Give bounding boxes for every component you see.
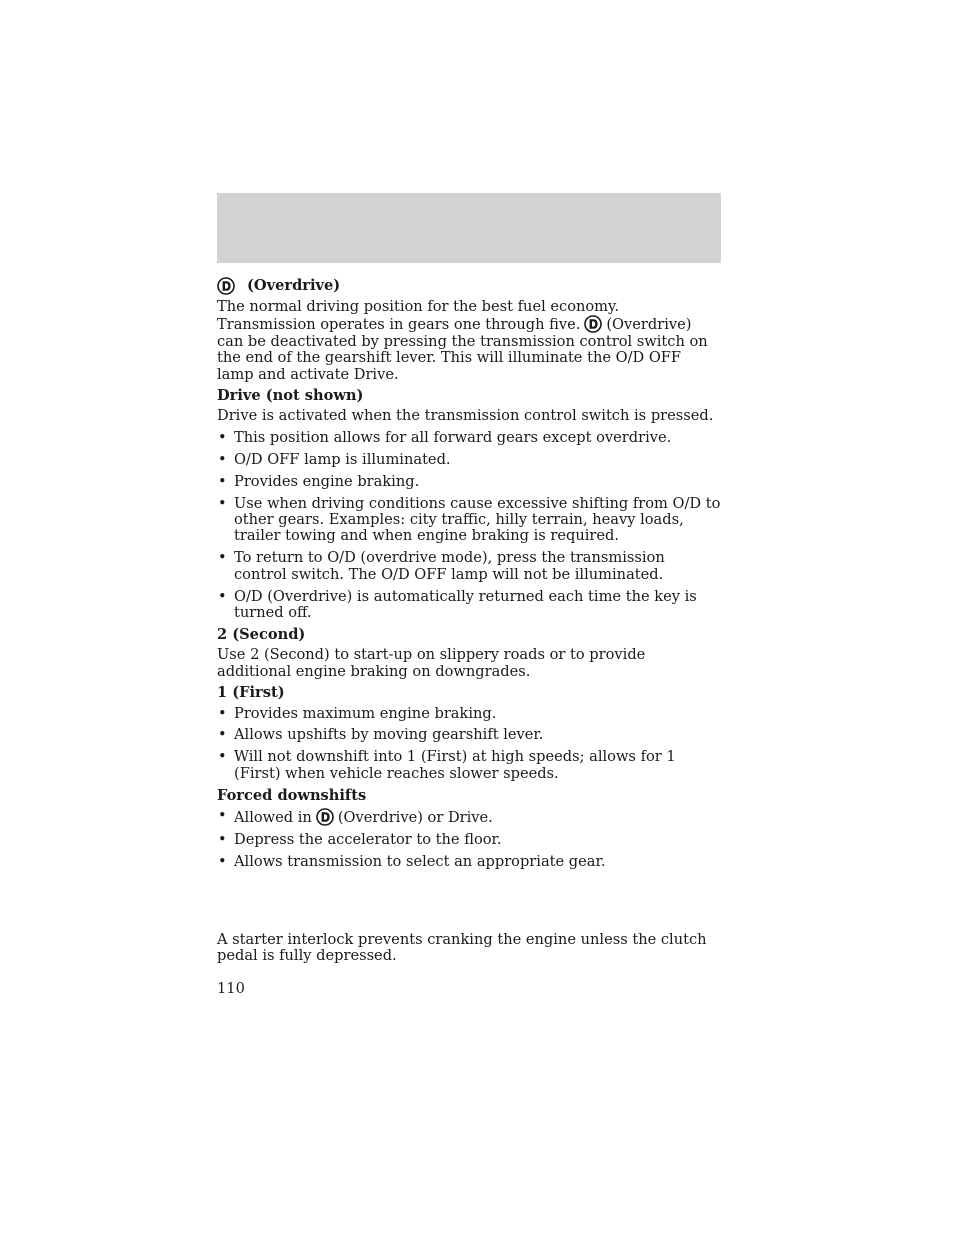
overdrive-d-icon <box>217 277 235 295</box>
list-item <box>217 550 721 583</box>
bullet-dot: • <box>218 494 227 512</box>
list-item <box>217 706 721 722</box>
forced-downshifts-heading: Forced downshifts <box>217 786 367 804</box>
drive-heading: Drive (not shown) <box>217 387 364 405</box>
bullet-dot: • <box>218 807 227 825</box>
list-item <box>217 832 721 848</box>
list-item-text-part1: Allowed in <box>234 809 312 827</box>
list-item-text: O/D (Overdrive) is automatically returned each time the key is turned off. <box>234 587 697 621</box>
list-item <box>217 854 721 870</box>
first-bullet-list <box>217 706 721 783</box>
list-item-text-part2: (Overdrive) or Drive. <box>337 809 493 827</box>
first-heading: 1 (First) <box>217 684 285 702</box>
drive-bullet-list <box>217 430 721 622</box>
list-item-text: Depress the accelerator to the floor. <box>234 830 502 848</box>
overdrive-d-icon <box>316 808 334 826</box>
list-item-text: Allows transmission to select an appropriate gear. <box>234 852 606 870</box>
list-item <box>217 474 721 490</box>
bullet-dot: • <box>218 704 227 722</box>
list-item <box>217 589 721 622</box>
bullet-dot: • <box>218 450 227 468</box>
bullet-dot: • <box>218 726 227 744</box>
list-item-text: Use when driving conditions cause excessive shifting from O/D to other gears. Examples: city traffic, hilly terrain, heavy loads, trailer towing and when engine braking is required. <box>234 494 721 545</box>
overdrive-paragraph <box>217 299 721 383</box>
list-item-text: Provides engine braking. <box>234 472 420 490</box>
list-item-text: This position allows for all forward gears except overdrive. <box>234 428 672 446</box>
list-item <box>217 452 721 468</box>
page-number: 110 <box>217 980 245 997</box>
list-item-text: To return to O/D (overdrive mode), press the transmission control switch. The O/D OFF lamp will not be illuminated. <box>234 549 665 583</box>
second-heading: 2 (Second) <box>217 625 306 643</box>
list-item <box>217 727 721 743</box>
overdrive-heading-text: (Overdrive) <box>247 276 341 294</box>
list-item <box>217 430 721 446</box>
bullet-dot: • <box>218 852 227 870</box>
bullet-dot: • <box>218 587 227 605</box>
list-item-text: Will not downshift into 1 (First) at high speeds; allows for 1 (First) when vehicle reaches slower speeds. <box>234 748 676 782</box>
list-item-text: Allows upshifts by moving gearshift lever. <box>234 726 544 744</box>
list-item-text: O/D OFF lamp is illuminated. <box>234 450 451 468</box>
bullet-dot: • <box>218 748 227 766</box>
bullet-dot: • <box>218 830 227 848</box>
page-content <box>217 277 721 876</box>
bullet-dot: • <box>218 472 227 490</box>
drive-paragraph: Drive is activated when the transmission control switch is pressed. <box>217 407 714 425</box>
second-paragraph: Use 2 (Second) to start-up on slippery roads or to provide additional engine braking on downgrades. <box>217 646 646 680</box>
list-item <box>217 749 721 782</box>
overdrive-paragraph-part2: (Overdrive) can be deactivated by pressing the transmission control switch on the end of the gearshift lever. This will illuminate the O/D OFF lamp and activate Drive. <box>217 316 708 383</box>
list-item-text: Provides maximum engine braking. <box>234 704 497 722</box>
starter-interlock-paragraph: A starter interlock prevents cranking the engine unless the clutch pedal is fully depressed. <box>217 931 707 965</box>
section-header-band <box>217 193 721 263</box>
forced-bullet-list <box>217 808 721 870</box>
bullet-dot: • <box>218 549 227 567</box>
list-item <box>217 808 721 826</box>
list-item <box>217 496 721 545</box>
bullet-dot: • <box>218 428 227 446</box>
overdrive-d-icon <box>584 315 602 333</box>
overdrive-heading <box>217 277 721 295</box>
overdrive-paragraph-part1: The normal driving position for the best fuel economy. Transmission operates in gears one through five. <box>217 298 619 334</box>
